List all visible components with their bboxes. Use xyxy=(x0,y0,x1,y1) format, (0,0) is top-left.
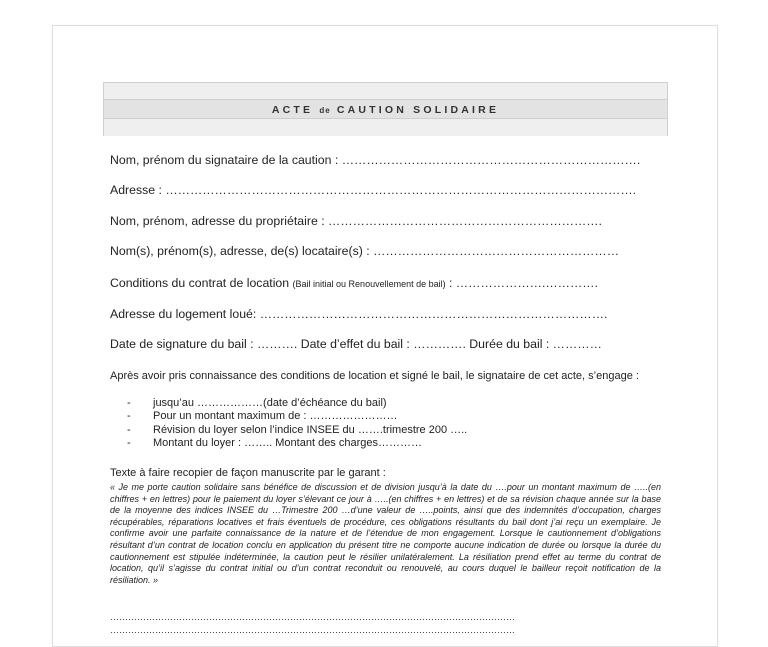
handwriting-line: ……………………………………………………………………………………………………………………… xyxy=(110,612,515,622)
list-item-text: Révision du loyer selon l’indice INSEE du …….trimestre 200 ….. xyxy=(153,423,468,436)
handwriting-line: ……………………………………………………………………………………………………………………… xyxy=(110,625,515,635)
list-item: - jusqu’au ………………(date d’échéance du bail) xyxy=(127,397,387,409)
list-item-text: Pour un montant maximum de : …………………… xyxy=(153,410,398,423)
list-item-text: jusqu’au ………………(date d’échéance du bail) xyxy=(153,397,387,409)
field-logement: Adresse du logement loué: …………………………………………………………………………. xyxy=(110,307,608,321)
title-band-top xyxy=(104,83,667,100)
field-adresse: Adresse : ……………………………………………………………………………………………………. xyxy=(110,183,637,197)
title-banner xyxy=(103,82,668,136)
manuscrit-heading: Texte à faire recopier de façon manuscrite par le garant : xyxy=(110,467,386,479)
field-dates: Date de signature du bail : ………. Date d’effet du bail : …………. Durée du bail : ………… xyxy=(110,337,602,351)
field-locataires: Nom(s), prénom(s), adresse, de(s) locataire(s) : …………………………………………………… xyxy=(110,244,620,258)
conditions-hint: (Bail initial ou Renouvellement de bail) xyxy=(292,279,446,289)
field-proprietaire: Nom, prénom, adresse du propriétaire : …………………………………………………………. xyxy=(110,214,602,228)
title-part-acte: ACTE xyxy=(271,104,314,116)
document-title xyxy=(104,104,667,116)
field-signataire: Nom, prénom du signataire de la caution : ………………………………………………………………. xyxy=(110,153,641,167)
title-part-de: de xyxy=(319,106,331,115)
conditions-dots: : ………………….…………. xyxy=(449,276,598,290)
title-part-caution: CAUTION SOLIDAIRE xyxy=(336,104,500,116)
engagement-list xyxy=(127,397,467,451)
title-band-bottom xyxy=(104,118,667,136)
engagement-intro: Après avoir pris connaissance des conditions de location et signé le bail, le signataire de cet acte, s’engage : xyxy=(110,370,639,382)
field-conditions xyxy=(110,276,657,290)
list-item: - Montant du loyer : …….. Montant des charges………… xyxy=(127,437,423,450)
list-item: - Pour un montant maximum de : …………………… xyxy=(127,410,398,423)
list-item: - Révision du loyer selon l’indice INSEE du …….trimestre 200 ….. xyxy=(127,423,468,436)
conditions-label: Conditions du contrat de location xyxy=(110,276,290,290)
manuscrit-quote: « Je me porte caution solidaire sans bénéfice de discussion et de division jusqu’à la date du ….pour un montant maximum de …..(en chiffres + en lettres) pour le paiement du loyer s’élevant ce jour à …..(en chiffres + en lettres) et de sa révision chaque année sur la base de la moyenne des indices INSEE du …Trimestre 200 …d’une valeur de …..points, ainsi que des indemnités d’occupation, charges récupérables, réparations locatives et frais éventuels de procédure, ces obligations résultants du bail dont j’ai reçu un exemplaire. Je confirme avoir une parfaite connaissance de la nature et de l’étendue de mon engagement. Lorsque le cautionnement d’obligations résultant d’un contrat de location conclu en application du présent titre ne comporte aucune indication de durée ou lorsque la durée du cautionnement est stipulée indéterminée, la caution peut le résilier unilatéralement. La résiliation prend effet au terme du contrat de location, qu’il s’agisse du contrat initial ou d’un contrat reconduit ou renouvelé, au cours duquel le bailleur reçoit notification de la résiliation. » xyxy=(110,482,661,585)
list-item-text: Montant du loyer : …….. Montant des charges………… xyxy=(153,437,423,450)
document-page xyxy=(52,25,718,647)
